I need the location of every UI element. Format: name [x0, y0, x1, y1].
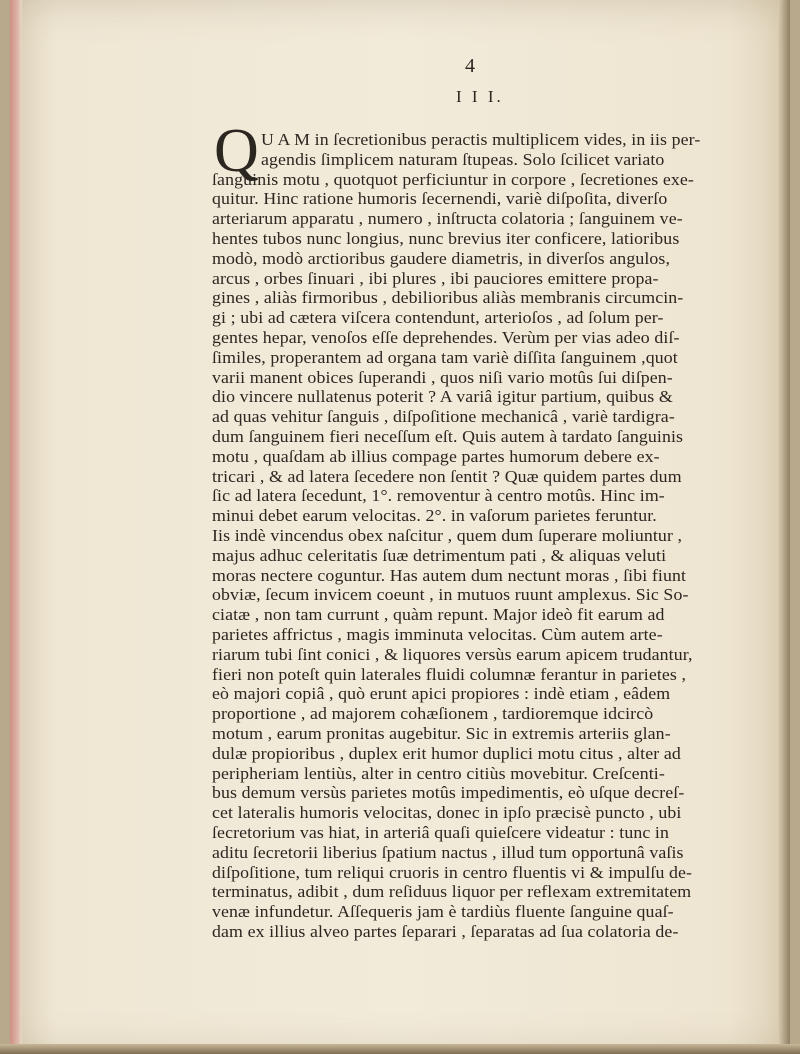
- text-line: motu , quaſdam ab illius compage partes humorum debere ex-: [212, 446, 660, 466]
- text-line: ſic ad latera ſecedunt, 1°. removentur à centro motûs. Hinc im-: [212, 486, 665, 506]
- text-line: arcus , orbes ſinuari , ibi plures , ibi pauciores emittere propa-: [212, 268, 659, 288]
- text-line: dam ex illius alveo partes ſeparari , ſeparatas ad ſua colatoria de-: [212, 922, 679, 941]
- text-line: ciatæ , non tam currunt , quàm repunt. Major ideò fit earum ad: [212, 605, 665, 625]
- text-line: Iis indè vincendus obex naſcitur , quem dum ſuperare moliuntur ,: [212, 526, 683, 545]
- text-line: bus demum versùs parietes motûs impedimentis, eò uſque decreſ-: [212, 783, 685, 803]
- text-line: modò, modò arctioribus gaudere diametris, in diverſos angulos,: [212, 248, 671, 268]
- text-line: arteriarum apparatu , numero , inſtructa colatoria ; ſanguinem ve-: [212, 209, 683, 229]
- drop-cap: Q: [214, 117, 259, 185]
- text-line: quitur. Hinc ratione humoris ſecernendi, variè diſpoſita, diverſo: [212, 189, 668, 209]
- text-line: dio vincere nullatenus poterit ? A variâ igitur partium, quibus &: [212, 387, 673, 407]
- text-line: ad quas vehitur ſanguis , diſpoſitione mechanicâ , variè tardigra-: [212, 407, 675, 427]
- page-right-edge: [778, 0, 790, 1054]
- text-line: agendis ſimplicem naturam ſtupeas. Solo ſcilicet variato: [261, 149, 665, 169]
- text-line: proportione , ad majorem cohæſionem , tardioremque idcircò: [212, 704, 654, 724]
- text-line: aditu ſecretorii liberius ſpatium nactus , illud tum opportunâ vaſis: [212, 842, 684, 862]
- text-line: parietes affrictus , magis imminuta velocitas. Cùm autem arte-: [212, 625, 663, 644]
- text-line: riarum tubi ſint conici , & liquores versùs earum apicem trudantur,: [212, 644, 693, 664]
- text-line: ſanguinis motu , quotquot perficiuntur in corpore , ſecretiones exe-: [212, 169, 694, 189]
- page-bottom-edge: [0, 1044, 800, 1054]
- text-line: ſimiles, properantem ad organa tam variè diſſita ſanguinem ,quot: [212, 347, 678, 367]
- text-line: moras nectere coguntur. Has autem dum nectunt moras , ſibi fiunt: [212, 565, 687, 585]
- text-line: diſpoſitione, tum reliqui cruoris in centro fluentis vi & impulſu de-: [212, 862, 693, 882]
- text-line: varii manent obices ſuperandi , quos niſi vario motûs ſui diſpen-: [212, 367, 673, 387]
- text-line: tricari , & ad latera ſecedere non ſentit ? Quæ quidem partes dum: [212, 466, 682, 486]
- text-line: gi ; ubi ad cætera viſcera contendunt, arterioſos , ad ſolum per-: [212, 308, 664, 328]
- page-left-edge: [10, 0, 22, 1054]
- text-line: majus adhuc celeritatis ſuæ detrimentum pati , & aliquas veluti: [212, 545, 667, 565]
- text-line: eò majori copiâ , quò erunt apici propiores : indè etiam , eâdem: [212, 684, 671, 704]
- text-line: dum ſanguinem fieri neceſſum eſt. Quis autem à tardato ſanguinis: [212, 427, 684, 446]
- book-page: [10, 0, 790, 1054]
- page-number: 4: [465, 55, 475, 77]
- text-line: cet lateralis humoris velocitas, donec in ipſo præcisè puncto , ubi: [212, 803, 682, 823]
- text-line: ſecretorium vas hiat, in arteriâ quaſi quieſcere videatur : tunc in: [212, 823, 670, 842]
- text-line: obviæ, ſecum invicem coeunt , in mutuos ruunt amplexus. Sic So-: [212, 585, 689, 605]
- text-line: U A M in ſecretionibus peractis multiplicem vides, in iis per-: [261, 130, 701, 149]
- text-line: venæ infundetur. Aſſequeris jam è tardiùs fluente ſanguine quaſ-: [212, 902, 674, 922]
- text-line: dulæ propioribus , duplex erit humor duplici motu citus , alter ad: [212, 743, 681, 763]
- text-line: minui debet earum velocitas. 2°. in vaſorum parietes feruntur.: [212, 506, 657, 526]
- text-line: peripheriam lentiùs, alter in centro citiùs movebitur. Creſcenti-: [212, 763, 665, 783]
- section-heading: I I I.: [456, 87, 504, 106]
- text-line: terminatus, adibit , dum reſiduus liquor per reflexam extremitatem: [212, 882, 692, 902]
- text-line: motum , earum pronitas augebitur. Sic in extremis arteriis glan-: [212, 724, 671, 743]
- text-line: fieri non poteſt quin laterales fluidi columnæ ferantur in parietes ,: [212, 664, 687, 684]
- text-line: gentes hepar, venoſos eſſe deprehendes. Verùm per vias adeo diſ-: [212, 328, 680, 347]
- text-line: hentes tubos nunc longius, nunc brevius iter conficere, latioribus: [212, 229, 680, 248]
- text-line: gines , aliàs firmoribus , debilioribus aliàs membranis circumcin-: [212, 288, 684, 308]
